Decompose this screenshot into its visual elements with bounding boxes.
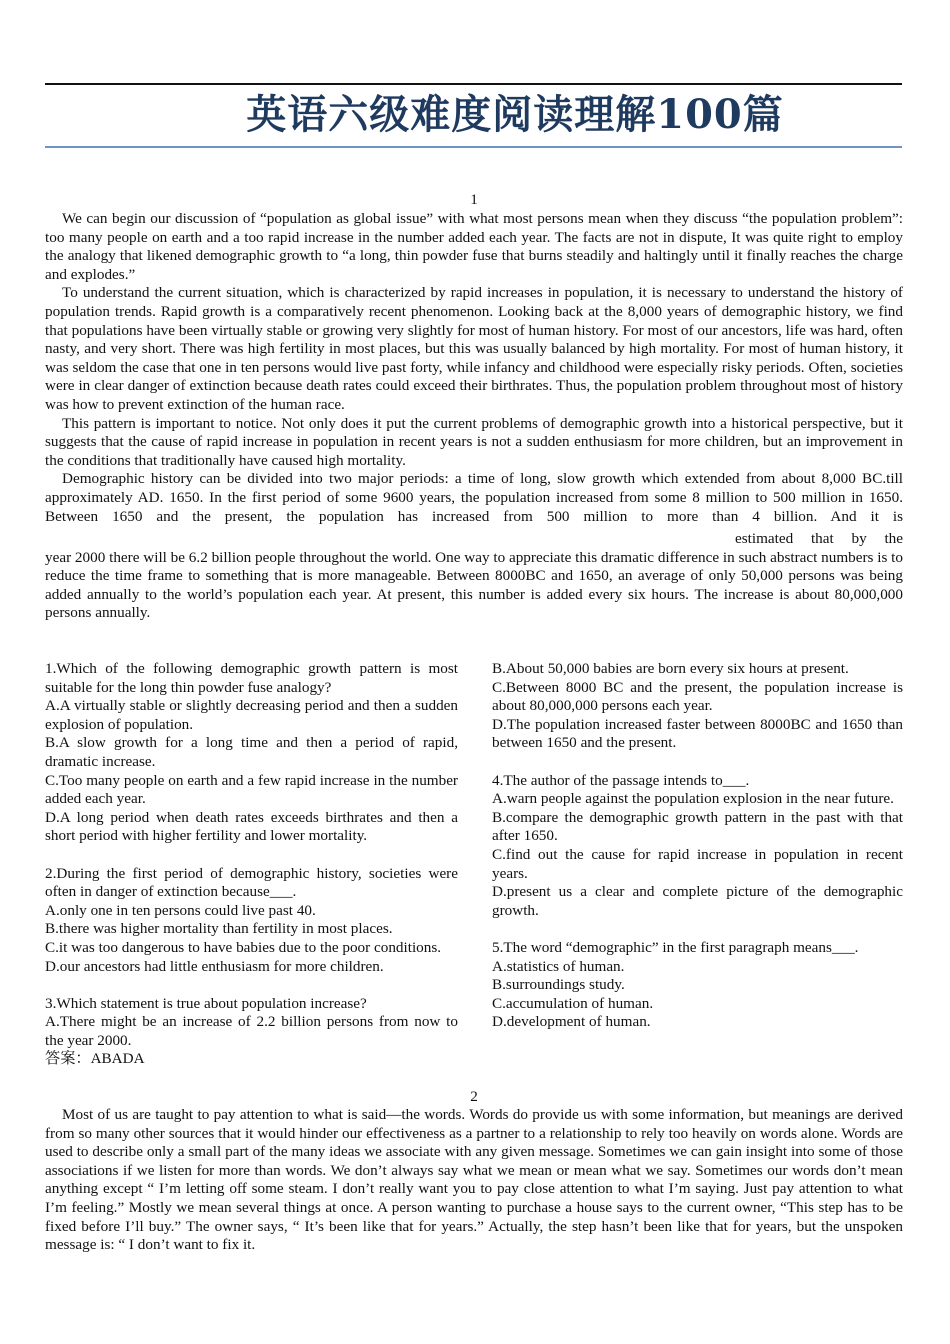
paragraph: Demographic history can be divided into two major periods: a time of long, slow growth which extended from about 8,000 BC.till approximately AD. 1650. In the first period of some 9600 years, the population increased from some 8 million to 500 million in 1650. Between 1650 and the present, the population has increased from 500 million to more than 4 billion. And it is — [45, 470, 903, 525]
option: B.there was higher mortality than fertility in most places. — [45, 920, 393, 938]
passage-1 — [45, 210, 903, 623]
passage-2 — [45, 1106, 903, 1255]
question-2 — [45, 865, 458, 977]
option: B.A slow growth for a long time and then a period of rapid, dramatic increase. — [45, 734, 458, 770]
questions-right-column — [492, 660, 903, 1032]
option: C.find out the cause for rapid increase in population in recent years. — [492, 845, 903, 882]
option: C.accumulation of human. — [492, 994, 654, 1012]
question-5 — [492, 939, 903, 1032]
answer-key: 答案：ABADA — [45, 1050, 145, 1068]
option: D.development of human. — [492, 1013, 651, 1031]
header-bottom-rule — [45, 146, 902, 148]
option: B.compare the demographic growth pattern in the past with that after 1650. — [492, 808, 903, 845]
question-stem: 2.During the first period of demographic history, societies were often in danger of extinction because___. — [45, 864, 458, 901]
section-number: 2 — [470, 1088, 478, 1105]
option: A.A virtually stable or slightly decreasing period and then a sudden explosion of population. — [45, 697, 458, 733]
option: C.Too many people on earth and a few rapid increase in the number added each year. — [45, 771, 458, 808]
option: A.statistics of human. — [492, 957, 625, 975]
section-number: 1 — [470, 191, 478, 208]
question-stem: 5.The word “demographic” in the first paragraph means___. — [492, 938, 859, 956]
paragraph: To understand the current situation, which is characterized by rapid increases in population, it is necessary to understand the history of population trends. Rapid growth is a comparatively recent phenomenon. Looking back at the 8,000 years of demographic history, we find that populations have been virtually stable or growing very slightly for most of human history. For most of our ancestors, life was hard, often nasty, and very short. There was high fertility in most places, but this was usually balanced by high mortality. For most of human history, it was seldom the case that one in ten persons would live past forty, while infancy and childhood were especially risky periods. Often, societies were in clear danger of extinction because death rates could exceed their birthrates. Thus, the population problem throughout most of history was how to prevent extinction of the human race. — [45, 284, 903, 413]
option: D.present us a clear and complete picture of the demographic growth. — [492, 883, 903, 919]
question-3 — [45, 995, 458, 1051]
question-4 — [492, 772, 903, 921]
question-stem: 3.Which statement is true about population increase? — [45, 994, 367, 1012]
option: D.The population increased faster between 8000BC and 1650 than between 1650 and the present. — [492, 715, 903, 752]
option: C.Between 8000 BC and the present, the population increase is about 80,000,000 persons each year. — [492, 678, 903, 715]
option: A.warn people against the population explosion in the near future. — [492, 790, 894, 808]
option: C.it was too dangerous to have babies due to the poor conditions. — [45, 938, 442, 956]
question-stem: 4.The author of the passage intends to___. — [492, 771, 750, 789]
question-stem: 1.Which of the following demographic growth pattern is most suitable for the long thin powder fuse analogy? — [45, 660, 458, 696]
header-top-rule — [45, 83, 902, 85]
option: A.There might be an increase of 2.2 billion persons from now to the year 2000. — [45, 1013, 458, 1049]
option: A.only one in ten persons could live past 40. — [45, 901, 316, 919]
question-3-continued — [492, 660, 903, 753]
paragraph-odd-line: estimated that by the — [735, 530, 903, 548]
option: B.About 50,000 babies are born every six hours at present. — [492, 660, 849, 677]
question-1 — [45, 660, 458, 846]
paragraph: Most of us are taught to pay attention to what is said—the words. Words do provide us with some information, but meanings are derived from so many other sources that it would hinder our effectiveness as a partner to a relationship to rely too heavily on words alone. Words are used to describe only a small part of the many ideas we associate with any given message. Sometimes we can gain insight into some of those associations if we listen for more than words. We don’t always say what we mean or mean what we say. Sometimes our words don’t mean anything except “ I’m letting off some steam. I don’t really want you to pay close attention to what I’m saying. Just pay attention to what I’m feeling.” Mostly we mean several things at once. A person wanting to purchase a house says to the current owner, “This step has to be fixed before I’ll buy.” The owner says, “ It’s been like that for years.” Actually, the step hasn’t been like that for years, but the unspoken message is: “ I don’t want to fix it. — [45, 1106, 903, 1254]
questions-left-column — [45, 660, 458, 1069]
paragraph: We can begin our discussion of “population as global issue” with what most persons mean when they discuss “the population problem”: too many people on earth and a too rapid increase in the number added each year. The facts are not in dispute, It was quite right to employ the analogy that likened demographic growth to “a long, thin powder fuse that burns steadily and haltingly until it finally reaches the charge and explodes.” — [45, 210, 903, 283]
option: D.A long period when death rates exceeds birthrates and then a short period with higher fertility and lower mortality. — [45, 808, 458, 845]
document-title: 英语六级难度阅读理解100篇 — [246, 91, 784, 138]
paragraph: year 2000 there will be 6.2 billion people throughout the world. One way to appreciate this dramatic difference in such abstract numbers is to reduce the time frame to something that is more manageable. Between 8000BC and 1650, an average of only 50,000 persons was being added annually to the world’s population each year. At present, this number is added every six hours. The increase is about 80,000,000 persons annually. — [45, 548, 903, 622]
option: B.surroundings study. — [492, 976, 625, 994]
paragraph: This pattern is important to notice. Not only does it put the current problems of demographic growth into a historical perspective, but it suggests that the cause of rapid increase in population in recent years is not a sudden enthusiasm for more children, but an improvement in the conditions that traditionally have caused high mortality. — [45, 414, 903, 469]
option: D.our ancestors had little enthusiasm for more children. — [45, 957, 384, 975]
